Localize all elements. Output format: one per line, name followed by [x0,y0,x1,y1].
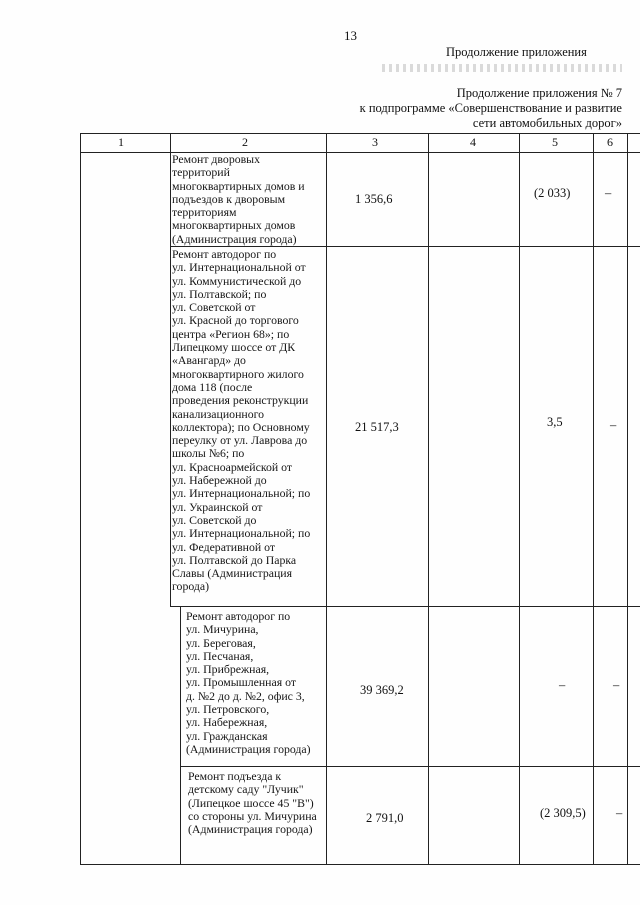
table-line [519,133,520,864]
table-line [80,152,640,153]
table-line [170,606,640,607]
table-line [170,133,171,606]
table-row-description: Ремонт дворовых территорий многоквартирных домов и подъездов к дворовым территориям многоквартирных домов (Администрация города) [172,152,305,246]
table-cell-value: – [559,678,566,692]
table-row-description: Ремонт автодорог по ул. Интернациональной от ул. Коммунистической до ул. Полтавской; по ул. Советской от ул. Красной до торгового центра «Регион 68»; по Липецкому шоссе от ДК «Авангард» до многоквартирного жилого дома 118 (после проведения реконструкции канализационного коллектора); по Основному переулку от ул. Лаврова до школы №6; по ул. Красноармейской от ул. Набережной до ул. Интернациональной; по ул. Украинской от ул. Советской до ул. Интернациональной; по ул. Федеративной от ул. Полтавской до Парка Славы (Администрация города) [172,247,311,594]
page-number: 13 [344,28,357,43]
table-line [593,133,594,864]
table-line [80,133,81,864]
table-line [627,133,628,864]
faint-stamp [382,64,622,72]
header-continuation: Продолжение приложения [446,45,587,59]
header-title [360,86,622,131]
table-cell-value: 1 356,6 [355,192,393,206]
table-cell-value: 39 369,2 [360,683,404,697]
table-cell-value: – [616,806,623,820]
table-line [180,606,181,864]
column-number: 1 [118,135,124,149]
table-cell-value: 21 517,3 [355,420,399,434]
table-row-description: Ремонт автодорог по ул. Мичурина, ул. Береговая, ул. Песчаная, ул. Прибрежная, ул. Промышленная от д. №2 до д. №2, офис 3, ул. Петровского, ул. Набережная, ул. Гражданская (Администрация города) [186,609,311,756]
table-line [80,864,640,865]
table-cell-value: – [610,418,617,432]
table-line [326,133,327,864]
column-number: 4 [470,135,476,149]
table-line [80,133,640,134]
column-number: 3 [372,135,378,149]
table-cell-value: – [613,678,620,692]
column-number: 2 [242,135,248,149]
table-line [428,133,429,864]
header-title-text: Продолжение приложения № 7 к подпрограмме «Совершенствование и развитие сети автомобильных дорог» [359,86,622,130]
table-cell-value: (2 309,5) [540,806,586,820]
column-number: 6 [607,135,613,149]
column-number: 5 [552,135,558,149]
table-cell-value: 3,5 [547,415,563,429]
table-cell-value: (2 033) [534,186,571,200]
table-row-description: Ремонт подъезда к детскому саду "Лучик" (Липецкое шоссе 45 "В") со стороны ул. Мичурина (Администрация города) [188,769,317,837]
table-cell-value: 2 791,0 [366,811,404,825]
table-line [180,766,640,767]
table-cell-value: – [605,186,612,200]
